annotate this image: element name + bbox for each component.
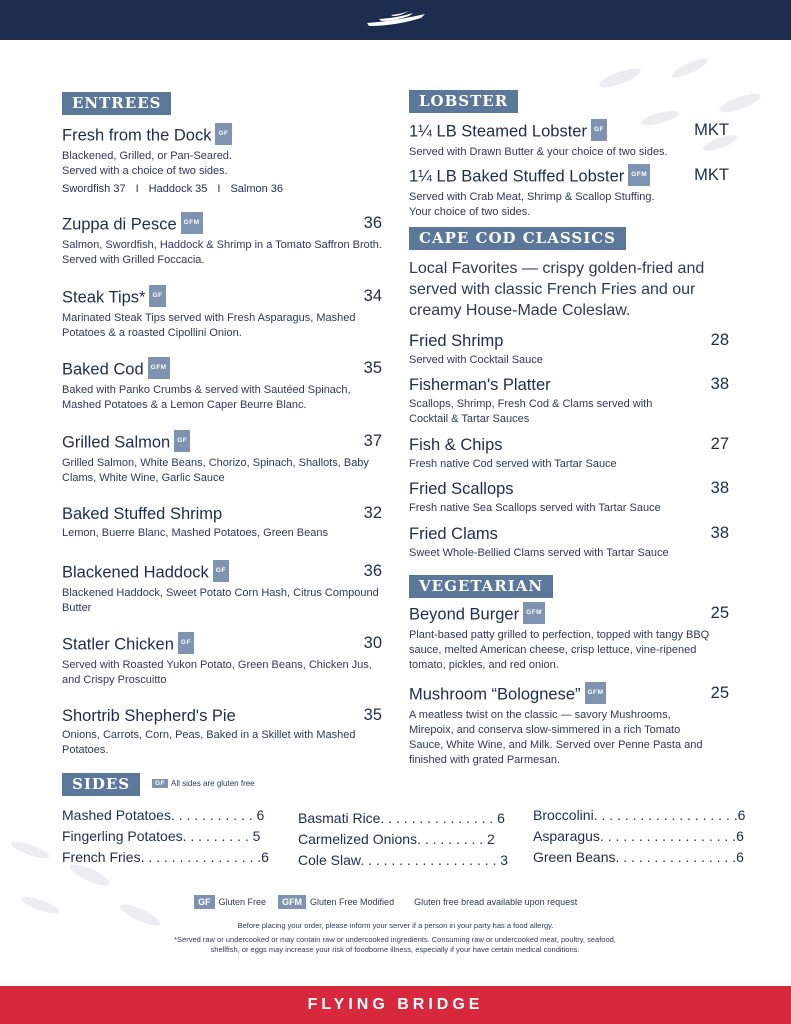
item-desc: Plant-based patty grilled to perfection, topped with tangy BBQ sauce, melted American cheese, crisp lettuce, vine-ripened tomato, pickles, and red onion. — [409, 629, 710, 671]
price-salmon: Salmon 36 — [230, 183, 284, 195]
menu-item-statler-chicken — [62, 634, 382, 688]
item-price: 35 — [363, 706, 382, 724]
gf-badge: GF — [178, 632, 194, 654]
item-price: 38 — [710, 479, 729, 497]
separator: I — [217, 183, 221, 195]
gf-badge: GF — [149, 285, 165, 307]
bread-note: Gluten free bread available upon request — [414, 897, 578, 907]
menu-item-fried-shrimp — [409, 331, 729, 368]
menu-item-beyond-burger — [409, 604, 729, 673]
sides-note-text: All sides are gluten free — [171, 779, 255, 788]
separator: I — [135, 183, 139, 195]
item-desc: A meatless twist on the classic — savory Mushrooms, Mirepoix, and conserva slow-simmered in a rich Tomato Sauce, White Wine, and Milk. Served over Penne Pasta and finished with grated Parmesan. — [409, 709, 703, 766]
dock-prices — [62, 183, 382, 195]
item-price: 27 — [710, 435, 729, 453]
side-item: Broccolini. . . . . . . . . . . . . . . . . . .6 — [533, 807, 746, 823]
item-name: Fish & Chips — [409, 436, 503, 454]
item-desc: Baked with Panko Crumbs & served with Sautéed Spinach, Mashed Potatoes & a Lemon Caper Beurre Blanc. — [62, 384, 351, 411]
brand-name: FLYING BRIDGE — [307, 996, 484, 1013]
cape-cod-classics-heading: CAPE COD CLASSICS — [409, 227, 626, 250]
item-desc: Served with Cocktail Sauce — [409, 354, 543, 366]
gfm-badge: GFM — [585, 682, 607, 704]
side-item: Cole Slaw. . . . . . . . . . . . . . . . . . 3 — [298, 852, 509, 868]
price-haddock: Haddock 35 — [148, 183, 208, 195]
menu-item-shortrib-shepherds-pie — [62, 706, 382, 758]
side-item: Asparagus. . . . . . . . . . . . . . . . . .6 — [533, 828, 744, 844]
item-price: 34 — [363, 287, 382, 305]
menu-item-fish-and-chips — [409, 435, 729, 472]
side-item: Carmelized Onions. . . . . . . . . 2 — [298, 831, 495, 847]
item-name: Blackened Haddock — [62, 563, 209, 582]
menu-item-fried-clams — [409, 524, 729, 561]
item-price: 38 — [710, 375, 729, 393]
item-desc: Served with a choice of two sides. — [62, 165, 228, 177]
menu-item-fresh-from-the-dock — [62, 125, 382, 195]
top-bar — [0, 0, 791, 40]
item-price: 28 — [710, 331, 729, 349]
menu-item-steamed-lobster — [409, 121, 729, 160]
legend — [194, 895, 577, 909]
item-name: Fried Scallops — [409, 480, 514, 498]
item-price: 30 — [363, 634, 382, 652]
gf-badge: GF — [215, 123, 231, 145]
item-name: Mushroom “Bolognese” — [409, 685, 581, 704]
gf-badge: GF — [591, 119, 607, 141]
item-desc: Sweet Whole-Bellied Clams served with Tartar Sauce — [409, 547, 669, 559]
gf-badge: GF — [213, 560, 229, 582]
side-item: Mashed Potatoes. . . . . . . . . . . 6 — [62, 807, 265, 823]
sides-heading: SIDES — [62, 773, 140, 796]
item-name: Zuppa di Pesce — [62, 215, 177, 234]
gfm-badge: GFM — [148, 357, 170, 379]
item-desc: Served with Roasted Yukon Potato, Green Beans, Chicken Jus, and Crispy Proscuitto — [62, 659, 372, 686]
gfm-badge: GFM — [181, 212, 203, 234]
item-price: 35 — [363, 359, 382, 377]
entrees-heading: ENTREES — [62, 92, 171, 115]
item-desc: Marinated Steak Tips served with Fresh Asparagus, Mashed Potatoes & a roasted Cipollini Onion. — [62, 312, 356, 339]
gfm-badge: GFM — [628, 164, 650, 186]
gf-badge: GF — [152, 779, 168, 788]
gf-legend-badge: GF — [194, 895, 215, 909]
item-price: MKT — [694, 166, 729, 184]
side-item: Green Beans. . . . . . . . . . . . . . . .6 — [533, 849, 744, 865]
item-price: 25 — [710, 684, 729, 702]
sides-note — [152, 779, 255, 788]
item-name: Fisherman's Platter — [409, 376, 551, 394]
side-item: Fingerling Potatoes. . . . . . . . . 5 — [62, 828, 261, 844]
menu-item-grilled-salmon — [62, 432, 382, 486]
menu-item-baked-stuffed-shrimp — [62, 504, 382, 541]
item-name: Fresh from the Dock — [62, 126, 212, 145]
menu-item-zuppa-di-pesce — [62, 214, 382, 268]
raw-food-disclaimer: *Served raw or undercooked or may contain raw or undercooked ingredients. Consuming raw or undercooked meat, poultry, seafood, shellfish, or eggs may increase your risk of foodborne illness, especially if your have certain medical conditions. — [174, 935, 616, 954]
item-desc: Fresh native Cod served with Tartar Sauce — [409, 458, 617, 470]
menu-item-steak-tips — [62, 287, 382, 341]
item-name: 1¼ LB Baked Stuffed Lobster — [409, 167, 625, 186]
item-name: Baked Cod — [62, 360, 144, 379]
menu-item-fried-scallops — [409, 479, 729, 516]
lobster-heading: LOBSTER — [409, 90, 518, 113]
cape-cod-intro: Local Favorites — crispy golden-fried and served with classic French Fries and our creamy House-Made Coleslaw. — [409, 260, 705, 319]
gf-legend-label: Gluten Free — [218, 897, 267, 907]
menu-item-baked-stuffed-lobster — [409, 166, 729, 220]
sides-column-3 — [533, 805, 745, 868]
price-swordfish: Swordfish 37 — [62, 183, 126, 195]
item-price: 36 — [363, 562, 382, 580]
item-desc: Lemon, Buerre Blanc, Mashed Potatoes, Green Beans — [62, 527, 328, 539]
gf-badge: GF — [174, 430, 190, 452]
sides-column-2 — [298, 808, 508, 871]
menu-item-fishermans-platter — [409, 375, 729, 427]
item-name: Shortrib Shepherd's Pie — [62, 707, 236, 725]
item-name: Grilled Salmon — [62, 433, 171, 452]
gfm-legend-badge: GFM — [278, 895, 306, 909]
item-price: 32 — [363, 504, 382, 522]
item-desc: Scallops, Shrimp, Fresh Cod & Clams served with Cocktail & Tartar Sauces — [409, 398, 653, 425]
item-desc: Grilled Salmon, White Beans, Chorizo, Spinach, Shallots, Baby Clams, White Wine, Garlic Sauce — [62, 457, 369, 484]
item-name: Statler Chicken — [62, 635, 174, 654]
item-desc: Salmon, Swordfish, Haddock & Shrimp in a Tomato Saffron Broth. Served with Grilled Foccacia. — [62, 239, 382, 266]
side-item: Basmati Rice. . . . . . . . . . . . . . . 6 — [298, 810, 505, 826]
side-item: French Fries. . . . . . . . . . . . . . . .6 — [62, 849, 269, 865]
footer-bar — [0, 986, 791, 1024]
allergy-note: Before placing your order, please inform your server if a person in your party has a food allergy. — [237, 921, 554, 930]
item-price: 36 — [363, 214, 382, 232]
item-desc: Blackened, Grilled, or Pan-Seared. — [62, 150, 232, 162]
menu-item-mushroom-bolognese — [409, 684, 729, 768]
item-price: 25 — [710, 604, 729, 622]
item-name: Baked Stuffed Shrimp — [62, 505, 223, 523]
menu-item-blackened-haddock — [62, 562, 382, 616]
item-desc: Served with Crab Meat, Shrimp & Scallop Stuffing. Your choice of two sides. — [409, 191, 655, 218]
gfm-legend-label: Gluten Free Modified — [310, 897, 395, 907]
boat-logo-icon — [365, 8, 427, 30]
item-name: Fried Shrimp — [409, 332, 504, 350]
item-name: Beyond Burger — [409, 605, 520, 624]
item-name: Steak Tips* — [62, 288, 146, 307]
vegetarian-heading: VEGETARIAN — [409, 575, 553, 598]
item-name: 1¼ LB Steamed Lobster — [409, 122, 587, 141]
gfm-badge: GFM — [523, 602, 545, 624]
item-desc: Blackened Haddock, Sweet Potato Corn Hash, Citrus Compound Butter — [62, 587, 379, 614]
item-desc: Fresh native Sea Scallops served with Tartar Sauce — [409, 502, 661, 514]
item-price: MKT — [694, 121, 729, 139]
item-desc: Onions, Carrots, Corn, Peas, Baked in a Skillet with Mashed Potatoes. — [62, 729, 356, 756]
sides-column-1 — [62, 805, 269, 868]
item-name: Fried Clams — [409, 525, 498, 543]
item-desc: Served with Drawn Butter & your choice of two sides. — [409, 146, 668, 158]
item-price: 38 — [710, 524, 729, 542]
item-price: 37 — [363, 432, 382, 450]
menu-item-baked-cod — [62, 359, 382, 413]
